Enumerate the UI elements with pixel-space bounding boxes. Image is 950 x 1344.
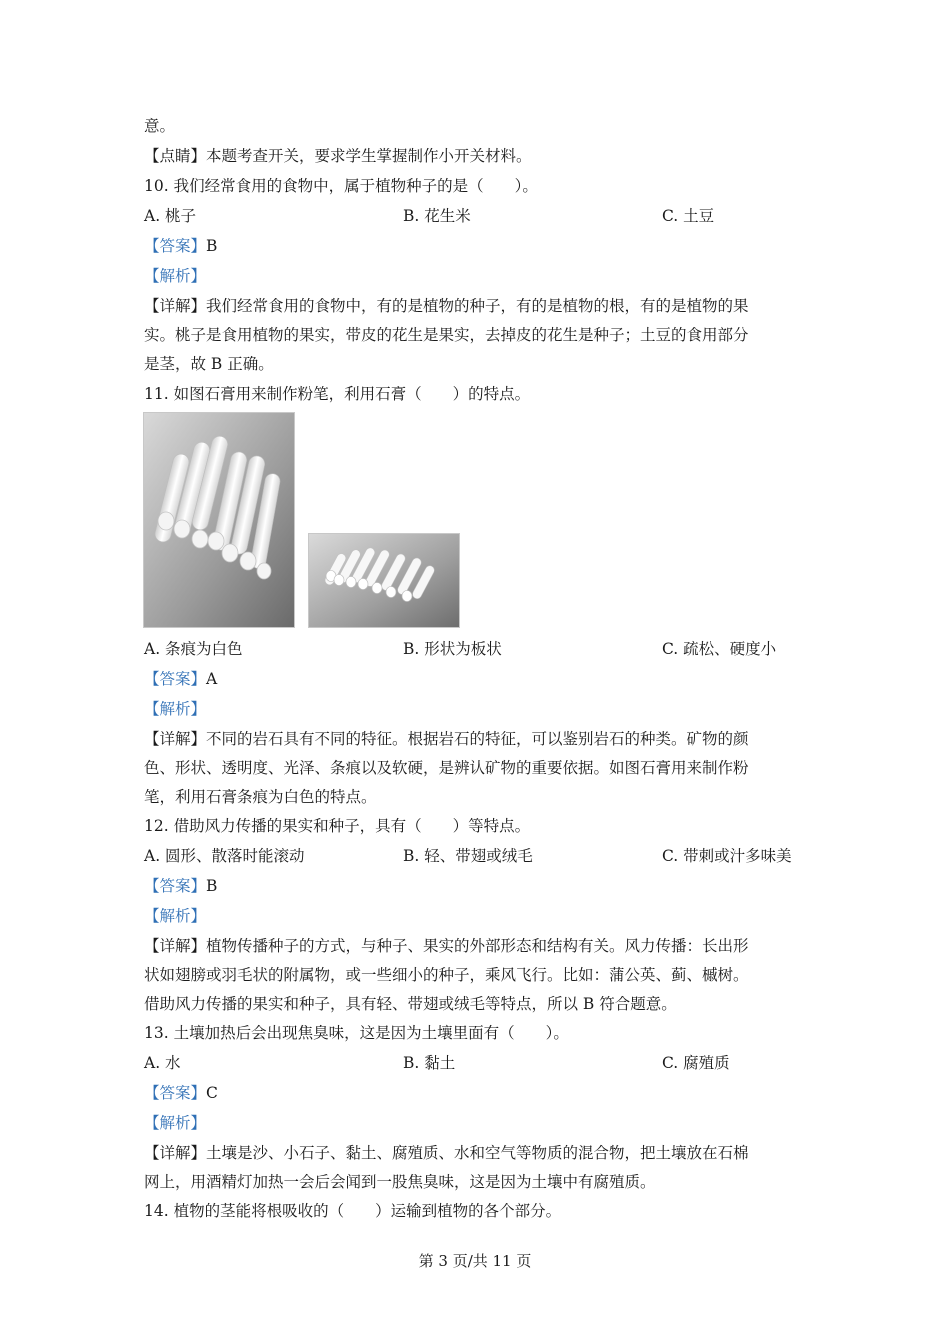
q11-analysis-tag: 【解析】: [144, 700, 207, 718]
q11-answer-value: A: [206, 670, 218, 688]
q13-analysis-tag: 【解析】: [144, 1114, 207, 1132]
chalk-photo-large: [143, 412, 295, 628]
q13-option-a: A. 水: [144, 1054, 181, 1072]
q12-question: 12. 借助风力传播的果实和种子，具有（ ）等特点。: [144, 817, 531, 835]
q11-option-b: B. 形状为板状: [403, 640, 502, 658]
q12-answer-value: B: [206, 877, 218, 895]
q10-answer-value: B: [206, 237, 218, 255]
q13-option-c: C. 腐殖质: [662, 1054, 730, 1072]
q12-detail-line: 借助风力传播的果实和种子，具有轻、带翅或绒毛等特点，所以 B 符合题意。: [144, 995, 677, 1013]
q11-detail-line: 【详解】不同的岩石具有不同的特征。根据岩石的特征，可以鉴别岩石的种类。矿物的颜: [144, 730, 749, 748]
q11-answer: [144, 669, 217, 689]
page-footer: 第 3 页/共 11 页: [418, 1252, 532, 1270]
q13-option-b: B. 黏土: [403, 1054, 456, 1072]
q11-answer-tag: 【答案】: [144, 670, 207, 688]
q13-detail-line: 网上，用酒精灯加热一会后会闻到一股焦臭味，这是因为土壤中有腐殖质。: [144, 1173, 656, 1191]
q12-answer-tag: 【答案】: [144, 877, 207, 895]
q10-answer: [144, 236, 217, 256]
q13-detail-line: 【详解】土壤是沙、小石子、黏土、腐殖质、水和空气等物质的混合物，把土壤放在石棉: [144, 1144, 749, 1162]
q12-detail-line: 【详解】植物传播种子的方式，与种子、果实的外部形态和结构有关。风力传播：长出形: [144, 937, 749, 955]
q10-option-a: A. 桃子: [144, 207, 197, 225]
q11-option-a: A. 条痕为白色: [144, 640, 243, 658]
q14-question: 14. 植物的茎能将根吸收的（ ）运输到植物的各个部分。: [144, 1202, 562, 1220]
q10-question: 10. 我们经常食用的食物中，属于植物种子的是（ ）。: [144, 177, 538, 195]
q12-option-c: C. 带刺或汁多味美: [662, 847, 792, 865]
q13-answer-tag: 【答案】: [144, 1084, 207, 1102]
q10-option-b: B. 花生米: [403, 207, 471, 225]
q9-note: 【点睛】本题考查开关，要求学生掌握制作小开关材料。: [144, 147, 532, 165]
q10-analysis-tag: 【解析】: [144, 267, 207, 285]
q12-option-b: B. 轻、带翅或绒毛: [403, 847, 533, 865]
q10-detail-line: 【详解】我们经常食用的食物中，有的是植物的种子，有的是植物的根，有的是植物的果: [144, 297, 749, 315]
q10-detail-line: 是茎，故 B 正确。: [144, 355, 274, 373]
q12-detail-line: 状如翅膀或羽毛状的附属物，或一些细小的种子，乘风飞行。比如：蒲公英、蓟、槭树。: [144, 966, 749, 984]
q11-option-c: C. 疏松、硬度小: [662, 640, 777, 658]
q13-question: 13. 土壤加热后会出现焦臭味，这是因为土壤里面有（ ）。: [144, 1024, 569, 1042]
q10-option-c: C. 土豆: [662, 207, 715, 225]
q12-analysis-tag: 【解析】: [144, 907, 207, 925]
q11-detail-line: 笔，利用石膏条痕为白色的特点。: [144, 788, 377, 806]
chalk-photo-small: [308, 533, 460, 628]
q12-option-a: A. 圆形、散落时能滚动: [144, 847, 305, 865]
q13-answer: [144, 1083, 218, 1103]
q13-answer-value: C: [206, 1084, 218, 1102]
intro-tail: 意。: [144, 117, 176, 135]
q10-answer-tag: 【答案】: [144, 237, 207, 255]
q10-detail-line: 实。桃子是食用植物的果实，带皮的花生是果实，去掉皮的花生是种子；土豆的食用部分: [144, 326, 749, 344]
q11-question: 11. 如图石膏用来制作粉笔，利用石膏（ ）的特点。: [144, 385, 531, 403]
q12-answer: [144, 876, 217, 896]
q11-detail-line: 色、形状、透明度、光泽、条痕以及软硬，是辨认矿物的重要依据。如图石膏用来制作粉: [144, 759, 749, 777]
